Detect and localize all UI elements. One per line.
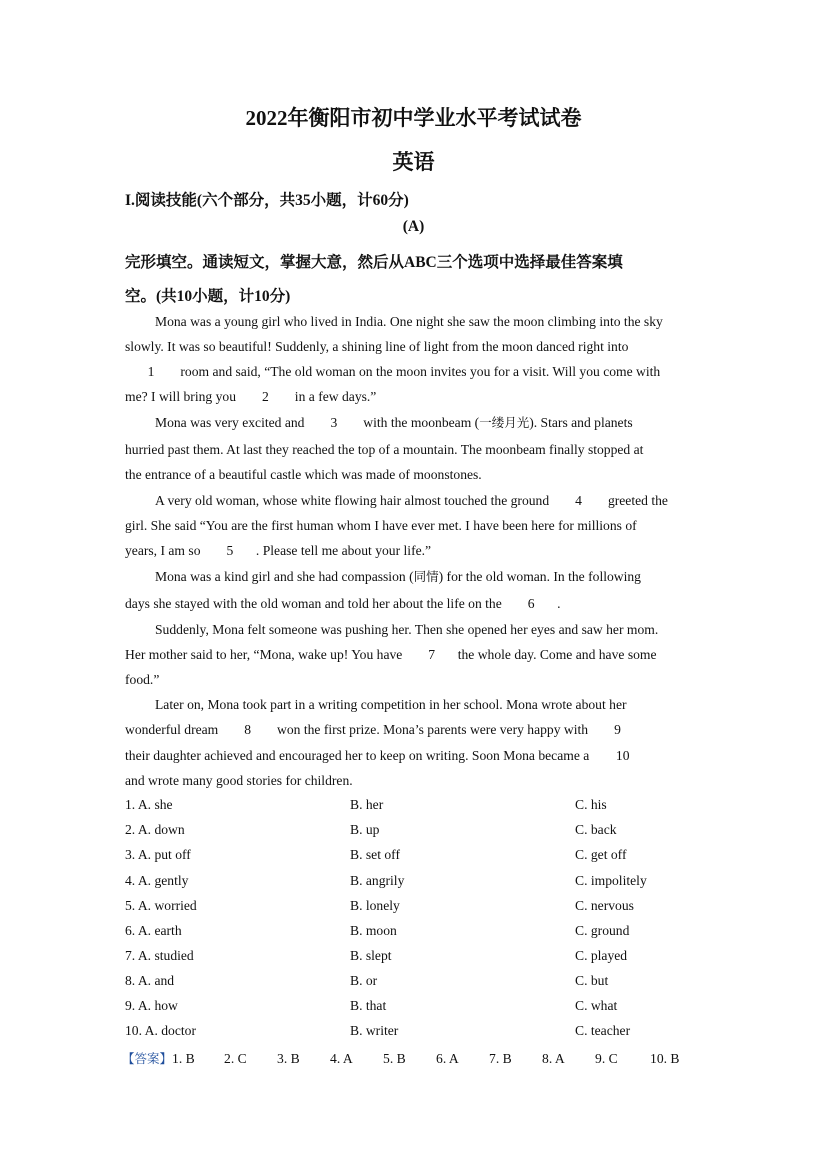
option-a: 7. A. studied: [125, 948, 194, 963]
passage-line: wonderful dream 8 won the first prize. Mona’s parents were very happy with 9: [125, 721, 705, 739]
option-row: [125, 973, 705, 991]
option-b: B. angrily: [350, 873, 405, 888]
passage-line: hurried past them. At last they reached the top of a mountain. The moonbeam finally stopped at: [125, 442, 644, 457]
blank-9: 9: [614, 722, 621, 737]
blank-5: 5: [226, 543, 234, 558]
option-a: 3. A. put off: [125, 847, 191, 862]
option-c: C. his: [575, 797, 607, 812]
instruction-line-2: 空。(共10小题，计10分): [125, 288, 291, 305]
passage-line: Mona was very excited and 3 with the moonbeam (一缕月光). Stars and planets: [155, 415, 633, 430]
option-b: B. lonely: [350, 898, 400, 913]
answer-tag: 【答案】: [122, 1051, 173, 1066]
option-c: C. but: [575, 973, 609, 988]
passage-line: slowly. It was so beautiful! Suddenly, a shining line of light from the moon danced right into: [125, 339, 629, 354]
blank-3: 3: [330, 415, 338, 430]
passage-line: Suddenly, Mona felt someone was pushing her. Then she opened her eyes and saw her mom.: [155, 622, 659, 637]
option-row: [125, 1023, 705, 1041]
option-row: [125, 873, 705, 891]
passage-line: their daughter achieved and encouraged her to keep on writing. Soon Mona became a 10: [125, 747, 705, 765]
option-c: C. impolitely: [575, 873, 647, 888]
option-row: [125, 923, 705, 941]
blank-6: 6: [527, 596, 535, 611]
option-b: B. up: [350, 822, 380, 837]
option-c: C. teacher: [575, 1023, 631, 1038]
passage-line: and wrote many good stories for children.: [125, 773, 353, 788]
option-row: [125, 898, 705, 916]
answer-item: 7. B: [489, 1051, 512, 1066]
blank-8: 8: [244, 722, 252, 737]
answer-item: 8. A: [542, 1051, 565, 1066]
passage-line: A very old woman, whose white flowing hair almost touched the ground 4 greeted the: [155, 493, 668, 508]
blank-1: 1: [147, 364, 155, 379]
option-a: 10. A. doctor: [125, 1023, 196, 1038]
answer-item: 2. C: [224, 1051, 247, 1066]
answer-item: 6. A: [436, 1051, 459, 1066]
passage-line: days she stayed with the old woman and told her about the life on the 6 .: [125, 596, 561, 611]
subject-title: 英语: [392, 150, 435, 174]
answer-item: 9. C: [595, 1051, 618, 1066]
option-a: 2. A. down: [125, 822, 185, 837]
option-c: C. played: [575, 948, 628, 963]
answer-item: 1. B: [172, 1051, 195, 1066]
passage-line: me? I will bring you 2 in a few days.”: [125, 389, 377, 404]
option-c: C. ground: [575, 923, 630, 938]
option-row: [125, 822, 705, 840]
option-a: 4. A. gently: [125, 873, 189, 888]
option-c: C. back: [575, 822, 617, 837]
option-row: [125, 797, 705, 815]
option-a: 1. A. she: [125, 797, 173, 812]
option-a: 9. A. how: [125, 998, 178, 1013]
option-a: 6. A. earth: [125, 923, 182, 938]
option-b: B. her: [350, 797, 384, 812]
passage-line: the entrance of a beautiful castle which was made of moonstones.: [125, 467, 482, 482]
passage-line: Her mother said to her, “Mona, wake up! You have 7 the whole day. Come and have some: [125, 647, 657, 662]
section-heading: I.阅读技能(六个部分，共35小题，计60分): [125, 192, 409, 209]
blank-10: 10: [615, 748, 630, 763]
passage-line: food.”: [125, 672, 160, 687]
option-row: [125, 948, 705, 966]
answer-item: 5. B: [383, 1051, 406, 1066]
passage-line: Mona was a kind girl and she had compassion (同情) for the old woman. In the following: [155, 569, 641, 584]
answer-item: 10. B: [650, 1051, 680, 1066]
option-b: B. set off: [350, 847, 400, 862]
blank-7: 7: [428, 647, 436, 662]
option-b: B. slept: [350, 948, 392, 963]
option-b: B. or: [350, 973, 378, 988]
option-row: [125, 998, 705, 1016]
option-b: B. that: [350, 998, 387, 1013]
option-a: 5. A. worried: [125, 898, 197, 913]
passage-line: 1 room and said, “The old woman on the moon invites you for a visit. Will you come with: [125, 363, 705, 381]
exam-title: 2022年衡阳市初中学业水平考试试卷: [245, 106, 582, 130]
blank-4: 4: [575, 493, 582, 508]
answer-item: 4. A: [330, 1051, 353, 1066]
option-b: B. writer: [350, 1023, 399, 1038]
option-c: C. nervous: [575, 898, 634, 913]
option-a: 8. A. and: [125, 973, 175, 988]
option-b: B. moon: [350, 923, 397, 938]
passage-line: years, I am so 5 . Please tell me about your life.”: [125, 543, 432, 558]
option-row: [125, 847, 705, 865]
passage-line: girl. She said “You are the first human whom I have ever met. I have been here for millions of: [125, 518, 637, 533]
instruction-line-1: 完形填空。通读短文，掌握大意，然后从ABC三个选项中选择最佳答案填: [125, 254, 623, 271]
blank-2: 2: [262, 389, 269, 404]
answer-item: 3. B: [277, 1051, 300, 1066]
part-label: (A): [402, 218, 425, 235]
option-c: C. get off: [575, 847, 627, 862]
option-c: C. what: [575, 998, 618, 1013]
passage-line: Mona was a young girl who lived in India. One night she saw the moon climbing into the sky: [155, 314, 663, 329]
answer-key: [122, 1049, 679, 1067]
passage-line: Later on, Mona took part in a writing competition in her school. Mona wrote about her: [155, 697, 627, 712]
